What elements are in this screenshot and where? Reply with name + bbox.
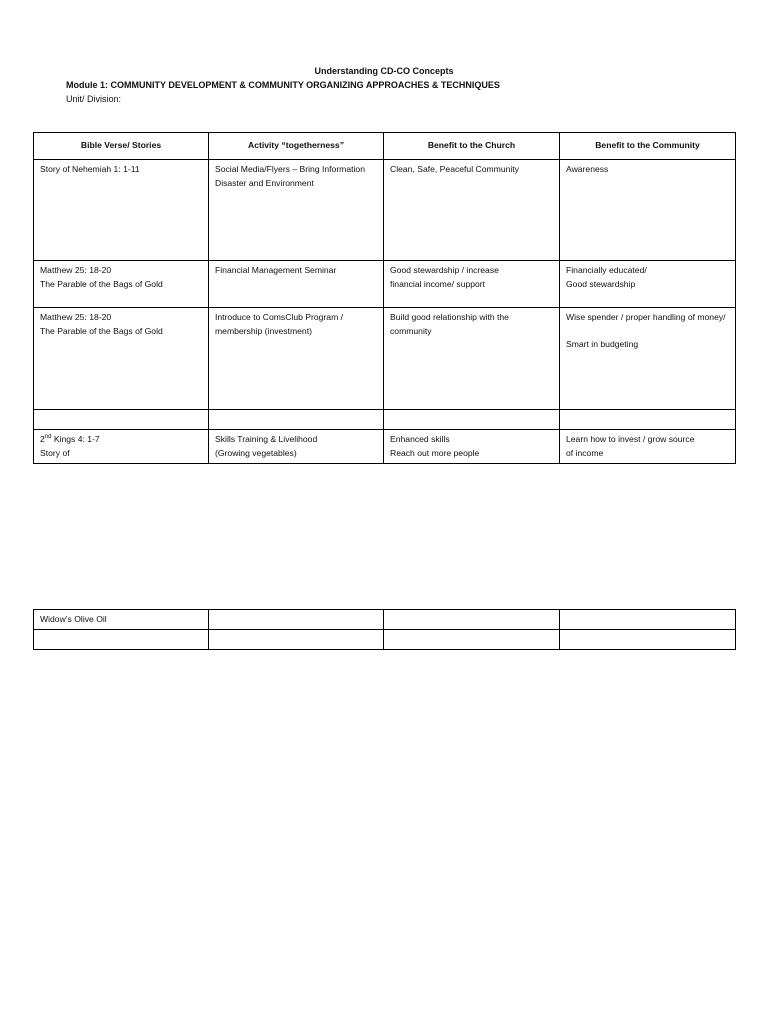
cell-text: The Parable of the Bags of Gold: [40, 278, 163, 289]
header-activity: Activity “togetherness”: [209, 133, 384, 160]
table-cell: [209, 160, 384, 261]
table-cell: [34, 430, 209, 464]
table-cell: [34, 160, 209, 261]
cell-text: Matthew 25: 18-20: [40, 265, 112, 275]
table-row: [34, 160, 736, 261]
table-row: [34, 308, 736, 410]
cell-text: Good stewardship: [566, 278, 636, 289]
table-cell: [34, 410, 209, 430]
table-row: [34, 610, 736, 630]
cell-text: community: [390, 325, 432, 336]
cell-text: Introduce to ComsClub Program /: [215, 312, 344, 322]
table-cell: [560, 261, 736, 308]
cell-text: [40, 433, 202, 447]
cell-text: Matthew 25: 18-20: [40, 312, 112, 322]
header-benefit-community: Benefit to the Community: [560, 133, 736, 160]
module-heading: Module 1: COMMUNITY DEVELOPMENT & COMMUNITY ORGANIZING APPROACHES & TECHNIQUES: [66, 80, 500, 90]
ordinal-suffix: nd: [44, 434, 52, 441]
cell-text: membership (investment): [215, 325, 312, 336]
table-cell: [384, 630, 560, 650]
table-cell: [209, 410, 384, 430]
cell-text: The Parable of the Bags of Gold: [40, 325, 163, 336]
cell-text: Smart in budgeting: [566, 339, 639, 349]
table-cell: [209, 261, 384, 308]
cell-text: Story of: [40, 447, 70, 458]
table-cell: [209, 610, 384, 630]
cell-text: Learn how to invest / grow source: [566, 434, 695, 444]
unit-division-label: Unit/ Division:: [66, 94, 122, 104]
cell-text: financial income/ support: [390, 278, 486, 289]
cell-text: Disaster and Environment: [215, 177, 314, 188]
table-cell: [384, 308, 560, 410]
table-cell: [34, 308, 209, 410]
paragraph-spacer: [566, 325, 729, 339]
cell-text: Awareness: [566, 164, 609, 174]
table-cell: [209, 430, 384, 464]
table-cell: [560, 430, 736, 464]
continuation-table: [33, 609, 736, 650]
table-cell: [34, 630, 209, 650]
document-title: Understanding CD-CO Concepts: [314, 66, 454, 76]
header-bible-verse: Bible Verse/ Stories: [34, 133, 209, 160]
header-benefit-church: Benefit to the Church: [384, 133, 560, 160]
table-cell: [384, 160, 560, 261]
table-cell: [384, 430, 560, 464]
table-row: [34, 430, 736, 464]
table-cell: [560, 160, 736, 261]
table-cell: [560, 410, 736, 430]
table-cell: [384, 410, 560, 430]
concepts-table: [33, 132, 736, 464]
table-header-row: [34, 133, 736, 160]
cell-text: Social Media/Flyers – Bring Information: [215, 164, 365, 174]
ordinal-number: 2: [40, 434, 45, 444]
table-cell: [384, 261, 560, 308]
table-cell: [560, 308, 736, 410]
cell-text: Financial Management Seminar: [215, 265, 337, 275]
cell-text: Good stewardship / increase: [390, 265, 499, 275]
table-cell: [34, 610, 209, 630]
cell-text: Skills Training & Livelihood: [215, 434, 318, 444]
table-row: [34, 261, 736, 308]
table-cell: [209, 308, 384, 410]
cell-text: Clean, Safe, Peaceful Community: [390, 164, 519, 174]
table-cell: [560, 610, 736, 630]
cell-text: (Growing vegetables): [215, 447, 297, 458]
cell-text: Build good relationship with the: [390, 312, 509, 322]
cell-text: Reach out more people: [390, 447, 480, 458]
table-row-empty: [34, 410, 736, 430]
table-row-empty: [34, 630, 736, 650]
cell-text: Enhanced skills: [390, 434, 450, 444]
cell-text: Financially educated/: [566, 265, 647, 275]
cell-text: Widow’s Olive Oil: [40, 614, 107, 624]
table-cell: [560, 630, 736, 650]
table-cell: [209, 630, 384, 650]
cell-text: Wise spender / proper handling of money/: [566, 312, 726, 322]
table-cell: [384, 610, 560, 630]
verse-reference: Kings 4: 1-7: [51, 434, 100, 444]
cell-text: Story of Nehemiah 1: 1-11: [40, 164, 140, 174]
cell-text: of income: [566, 447, 604, 458]
table-cell: [34, 261, 209, 308]
